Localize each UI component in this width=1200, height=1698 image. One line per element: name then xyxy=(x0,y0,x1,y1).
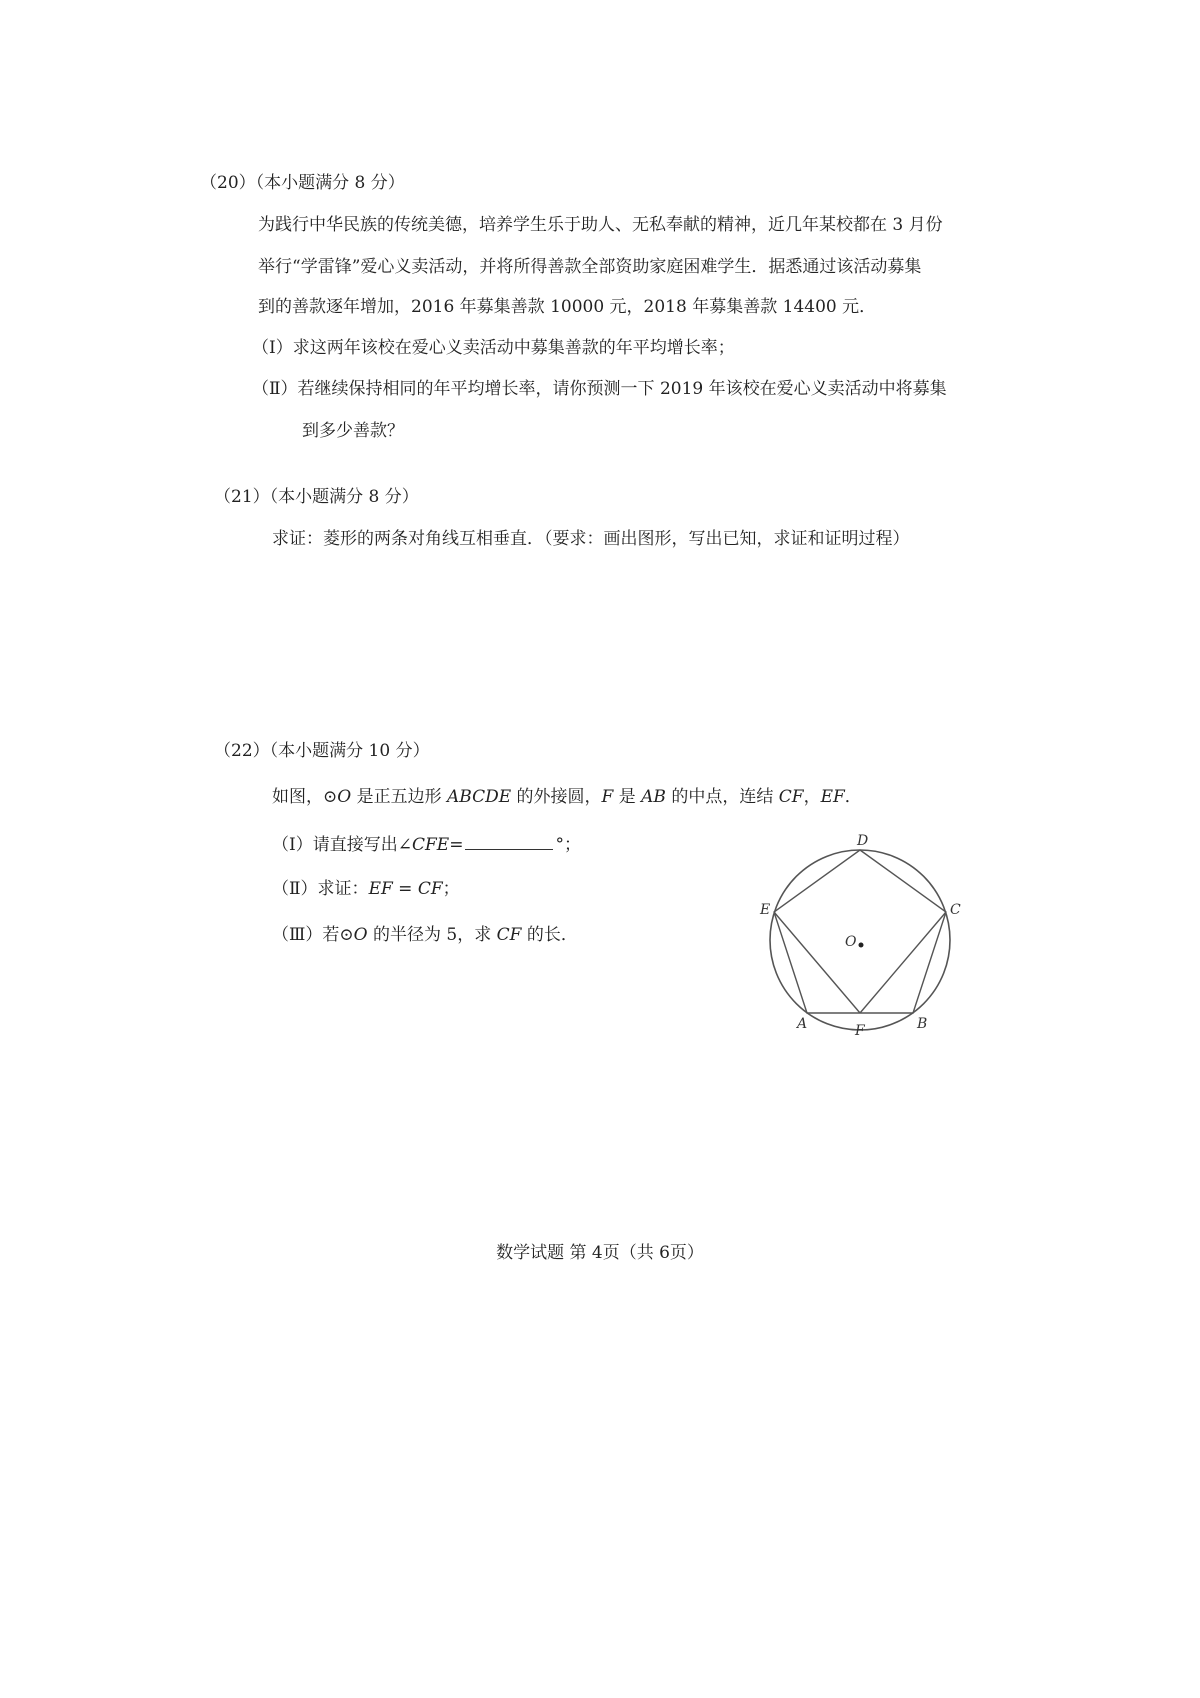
q20-part-2-line-2: 到多少善款？ xyxy=(302,421,404,441)
q20-line-2: 举行“学雷锋”爱心义卖活动，并将所得善款全部资助家庭困难学生．据悉通过该活动募集 xyxy=(258,257,922,277)
label-b: B xyxy=(917,1016,928,1032)
q20-line-1: 为践行中华民族的传统美德，培养学生乐于助人、无私奉献的精神，近几年某校都在 3 月份 xyxy=(258,215,943,235)
q22-header: （22）（本小题满分 10 分） xyxy=(214,741,430,761)
label-d: D xyxy=(857,833,869,849)
label-e: E xyxy=(760,902,771,918)
label-f: F xyxy=(855,1023,865,1039)
segment-ef xyxy=(774,912,860,1013)
pentagon-abcde xyxy=(774,850,946,1013)
q22-part-1: （Ⅰ）请直接写出∠CFE= °； xyxy=(272,835,581,855)
segment-cf xyxy=(860,912,946,1013)
page-footer: 数学试题 第 4页（共 6页） xyxy=(496,1243,704,1263)
q20-header: （20）（本小题满分 8 分） xyxy=(200,173,405,193)
label-a: A xyxy=(797,1016,808,1032)
label-c: C xyxy=(950,902,961,918)
center-point-o xyxy=(859,943,864,948)
q22-intro: 如图，⊙O 是正五边形 ABCDE 的外接圆，F 是 AB 的中点，连结 CF，EF． xyxy=(272,787,862,807)
label-o: O xyxy=(845,934,857,950)
q20-line-3: 到的善款逐年增加，2016 年募集善款 10000 元，2018 年募集善款 14400 元． xyxy=(258,297,877,317)
q22-part-3: （Ⅲ）若⊙O 的半径为 5，求 CF 的长． xyxy=(272,925,578,945)
q20-part-1: （Ⅰ）求这两年该校在爱心义卖活动中募集善款的年平均增长率； xyxy=(252,338,735,358)
q21-header: （21）（本小题满分 8 分） xyxy=(214,487,419,507)
answer-blank[interactable] xyxy=(465,835,553,850)
pentagon-circle-figure xyxy=(745,830,975,1060)
q22-part-2: （Ⅱ）求证：EF = CF； xyxy=(272,879,460,899)
q20-part-2-line-1: （Ⅱ）若继续保持相同的年平均增长率，请你预测一下 2019 年该校在爱心义卖活动中将募集 xyxy=(252,379,947,399)
q21-body: 求证：菱形的两条对角线互相垂直．（要求：画出图形，写出已知，求证和证明过程） xyxy=(272,529,910,549)
